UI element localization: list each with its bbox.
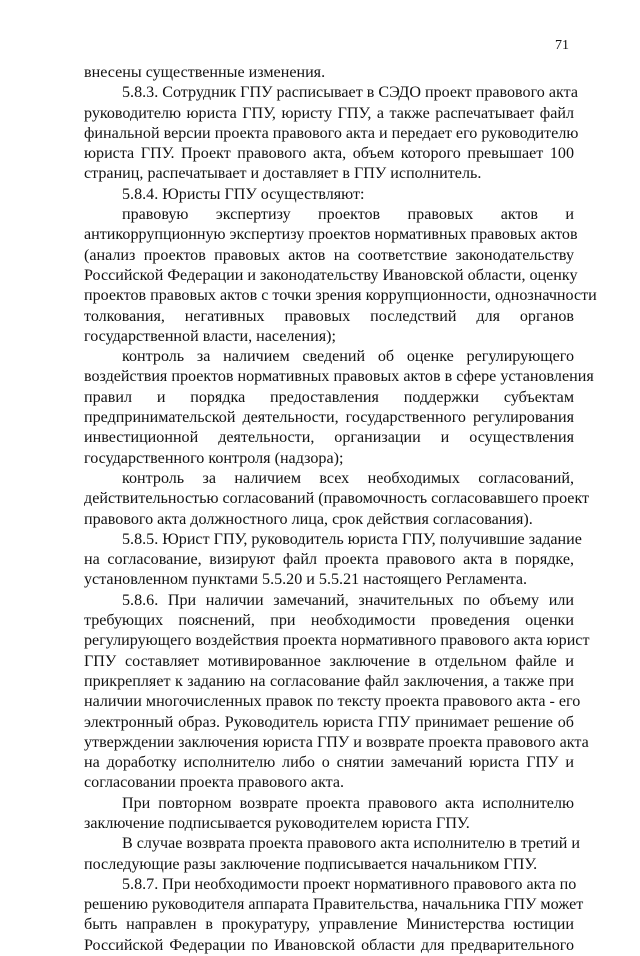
text-line: инвестиционной деятельности, организации и осуществления	[84, 429, 574, 447]
text-line: 5.8.4. Юристы ГПУ осуществляют:	[122, 185, 365, 203]
text-line: 5.8.6. При наличии замечаний, значительных по объему или	[122, 591, 574, 609]
text-line: государственной власти, населения);	[84, 327, 336, 345]
text-line: государственного контроля (надзора);	[84, 449, 344, 467]
text-line: контроль за наличием сведений об оценке регулирующего	[122, 348, 574, 366]
text-line: решению руководителя аппарата Правительства, начальника ГПУ может	[84, 896, 584, 914]
text-line: электронный образ. Руководитель юриста ГПУ принимает решение об	[84, 713, 574, 731]
document-body	[84, 63, 597, 956]
text-line: контроль за наличием всех необходимых согласований,	[122, 469, 574, 487]
text-line: внесены существенные изменения.	[84, 64, 326, 81]
text-line: ГПУ составляет мотивированное заключение в отдельном файле и	[84, 652, 574, 670]
text-line: воздействия проектов нормативных правовых актов в сфере установления	[84, 368, 594, 386]
text-line: действительностью согласований (правомочность согласовавшего проект	[84, 490, 590, 508]
text-line: При повторном возврате проекта правового акта исполнителю	[122, 794, 574, 812]
text-line: прикрепляет к заданию на согласование файл заключения, а также при	[84, 672, 574, 690]
text-line: установленном пунктами 5.5.20 и 5.5.21 настоящего Регламента.	[84, 571, 528, 589]
text-line: 5.8.3. Сотрудник ГПУ расписывает в СЭДО проект правового акта	[122, 84, 578, 102]
text-line: правил и порядка предоставления поддержки субъектам	[84, 388, 574, 406]
text-line: Российской Федерации по Ивановской области для предварительного	[84, 936, 574, 954]
text-line: юриста ГПУ. Проект правового акта, объем которого превышает 100	[84, 145, 574, 163]
text-line: проектов правовых актов с точки зрения коррупционности, однозначности	[84, 287, 597, 305]
text-line: страниц, распечатывает и доставляет в ГПУ исполнитель.	[84, 165, 482, 183]
text-line: на согласование, визируют файл проекта правового акта в порядке,	[84, 551, 574, 569]
text-line: предпринимательской деятельности, государственного регулирования	[84, 409, 574, 427]
text-line: правового акта должностного лица, срок действия согласования).	[84, 510, 533, 528]
text-line: заключение подписывается руководителем юриста ГПУ.	[84, 814, 470, 832]
text-line: утверждении заключения юриста ГПУ и возврате проекта правового акта	[84, 733, 589, 751]
text-line: на доработку исполнителю либо о снятии замечаний юриста ГПУ и	[84, 754, 574, 772]
page-number: 71	[555, 38, 569, 53]
text-line: правовую экспертизу проектов правовых актов и	[122, 206, 574, 224]
text-line: требующих пояснений, при необходимости проведения оценки	[84, 612, 574, 630]
text-line: В случае возврата проекта правового акта исполнителю в третий и	[122, 835, 581, 853]
text-line: регулирующего воздействия проекта нормативного правового акта юрист	[84, 632, 590, 650]
text-line: руководителю юриста ГПУ, юристу ГПУ, а также распечатывает файл	[84, 104, 574, 122]
text-line: (анализ проектов правовых актов на соответствие законодательству	[84, 246, 574, 264]
text-line: антикоррупционную экспертизу проектов нормативных правовых актов	[84, 226, 578, 244]
text-line: наличии многочисленных правок по тексту проекта правового акта - его	[84, 693, 581, 711]
text-line: быть направлен в прокуратуру, управление Министерства юстиции	[84, 916, 574, 934]
text-line: Российской Федерации и законодательству Ивановской области, оценку	[84, 266, 578, 284]
text-line: 5.8.7. При необходимости проект нормативного правового акта по	[122, 875, 577, 893]
text-line: последующие разы заключение подписывается начальником ГПУ.	[84, 855, 538, 873]
text-line: толкования, негативных правовых последствий для органов	[84, 307, 574, 325]
text-line: согласовании проекта правового акта.	[84, 774, 345, 792]
text-line: финальной версии проекта правового акта и передает его руководителю	[84, 124, 579, 142]
text-line: 5.8.5. Юрист ГПУ, руководитель юриста ГПУ, получившие задание	[122, 530, 582, 548]
